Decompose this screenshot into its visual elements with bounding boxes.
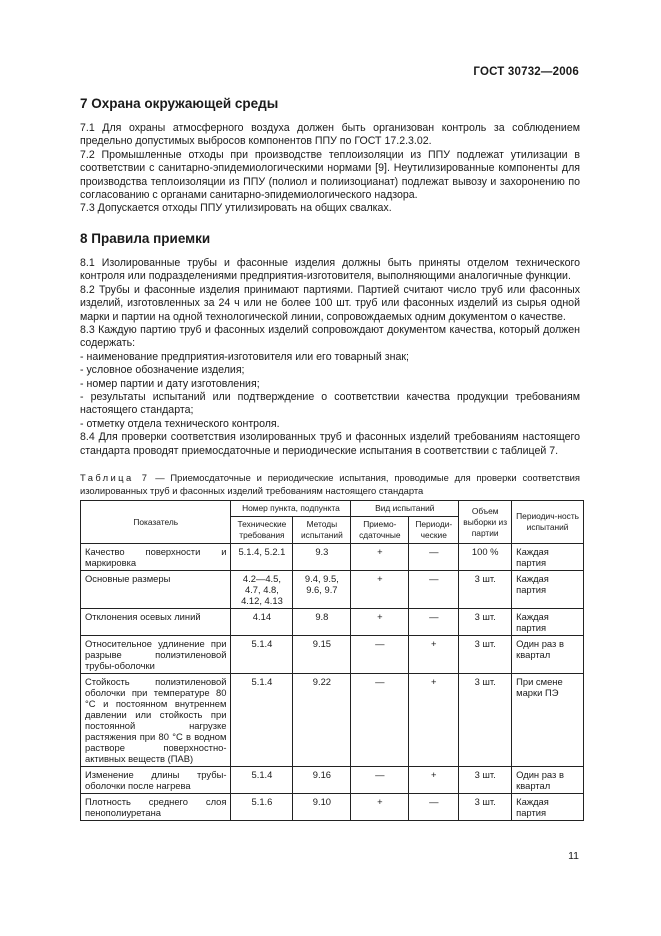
cell-method: 9.22	[293, 674, 351, 767]
cell-indicator: Относительное удлинение при разрыве полиэтиленовой трубы-оболочки	[81, 636, 231, 674]
table-row	[81, 794, 584, 821]
cell-sample: 3 шт.	[459, 767, 512, 794]
cell-acceptance: —	[351, 674, 409, 767]
cell-indicator: Стойкость полиэтиленовой оболочки при температуре 80 °С и постоянном внутреннем давлении или стойкость при постоянной нагрузке растяжения при 80 °С в водном растворе поверхностно-активных веществ (ПАВ)	[81, 674, 231, 767]
cell-tech: 5.1.4	[231, 636, 293, 674]
cell-acceptance: +	[351, 794, 409, 821]
cell-periodic: —	[409, 794, 459, 821]
list-item: - наименование предприятия-изготовителя или его товарный знак;	[80, 350, 409, 363]
header-sample-size: Объем выборки из партии	[459, 501, 512, 544]
cell-frequency: Каждая партия	[512, 544, 584, 571]
cell-tech: 5.1.6	[231, 794, 293, 821]
cell-indicator: Качество поверхности и маркировка	[81, 544, 231, 571]
paragraph-7-3: 7.3 Допускается отходы ППУ утилизировать на общих свалках.	[80, 202, 392, 215]
table-row	[81, 544, 584, 571]
cell-method: 9.15	[293, 636, 351, 674]
table-row	[81, 609, 584, 636]
cell-indicator: Изменение длины трубы-оболочки после нагрева	[81, 767, 231, 794]
cell-tech: 5.1.4	[231, 767, 293, 794]
cell-sample: 100 %	[459, 544, 512, 571]
cell-acceptance: —	[351, 767, 409, 794]
table-row	[81, 674, 584, 767]
table-caption	[80, 472, 580, 498]
paragraph-7-1: 7.1 Для охраны атмосферного воздуха должен быть организован контроль за соблюдением предельно допустимых выбросов компонентов ППУ по ГОСТ 17.2.3.02.	[80, 122, 580, 148]
paragraph-7-2: 7.2 Промышленные отходы при производстве теплоизоляции из ППУ подлежат утилизации в соответствии с санитарно-эпидемиологическими нормами [9]. Неутилизированные компоненты для производства теплоизоляции из ППУ (полиол и полиизоцианат) подлежат вывозу и захоронению по согласованию с органами санитарно-эпидемиологического надзора.	[80, 148, 580, 202]
cell-acceptance: +	[351, 571, 409, 609]
cell-sample: 3 шт.	[459, 794, 512, 821]
cell-frequency: Каждая партия	[512, 609, 584, 636]
cell-acceptance: +	[351, 544, 409, 571]
cell-method: 9.8	[293, 609, 351, 636]
list-item: - результаты испытаний или подтверждение о соответствии качества продукции требованиям настоящего стандарта;	[80, 391, 580, 417]
paragraph-8-4: 8.4 Для проверки соответствия изолированных труб и фасонных изделий требованиям настоящего стандарта проводят приемосдаточные и периодические испытания в соответствии с таблицей 7.	[80, 431, 580, 457]
cell-periodic: +	[409, 636, 459, 674]
cell-periodic: —	[409, 609, 459, 636]
list-item: - отметку отдела технического контроля.	[80, 417, 280, 430]
page-number: 11	[568, 850, 579, 862]
section-7-body	[80, 122, 580, 216]
cell-frequency: Один раз в квартал	[512, 767, 584, 794]
header-frequency: Периодич-ность испытаний	[512, 501, 584, 544]
cell-frequency: Один раз в квартал	[512, 636, 584, 674]
header-clause-group: Номер пункта, подпункта	[231, 501, 351, 517]
paragraph-8-3: 8.3 Каждую партию труб и фасонных изделий сопровождают документом качества, который должен содержать:	[80, 324, 580, 350]
section-8-body	[80, 257, 580, 458]
cell-sample: 3 шт.	[459, 636, 512, 674]
cell-periodic: —	[409, 571, 459, 609]
document-code: ГОСТ 30732—2006	[473, 66, 579, 78]
section-7-title: 7 Охрана окружающей среды	[80, 96, 279, 111]
cell-tech: 4.2—4.5, 4.7, 4.8, 4.12, 4.13	[231, 571, 293, 609]
header-methods: Методы испытаний	[293, 517, 351, 544]
cell-method: 9.16	[293, 767, 351, 794]
table-row	[81, 636, 584, 674]
cell-tech: 5.1.4, 5.2.1	[231, 544, 293, 571]
cell-tech: 4.14	[231, 609, 293, 636]
cell-frequency: Каждая партия	[512, 571, 584, 609]
list-item: - номер партии и дату изготовления;	[80, 377, 260, 390]
table-row	[81, 767, 584, 794]
cell-periodic: +	[409, 767, 459, 794]
header-acceptance: Приемо-сдаточные	[351, 517, 409, 544]
cell-method: 9.4, 9.5, 9.6, 9.7	[293, 571, 351, 609]
cell-frequency: Каждая партия	[512, 794, 584, 821]
cell-method: 9.10	[293, 794, 351, 821]
list-item: - условное обозначение изделия;	[80, 364, 245, 377]
cell-indicator: Плотность среднего слоя пенополиуретана	[81, 794, 231, 821]
header-periodic: Периоди-ческие	[409, 517, 459, 544]
cell-sample: 3 шт.	[459, 571, 512, 609]
cell-indicator: Отклонения осевых линий	[81, 609, 231, 636]
cell-periodic: +	[409, 674, 459, 767]
table-caption-label: Таблица 7	[80, 472, 150, 483]
header-indicator: Показатель	[81, 501, 231, 544]
section-8-title: 8 Правила приемки	[80, 231, 211, 246]
header-tech-req: Технические требования	[231, 517, 293, 544]
cell-periodic: —	[409, 544, 459, 571]
paragraph-8-1: 8.1 Изолированные трубы и фасонные изделия должны быть приняты отделом технического контроля или подразделениями предприятия-изготовителя, выполняющими аналогичные функции.	[80, 257, 580, 283]
cell-acceptance: —	[351, 636, 409, 674]
table-caption-text: — Приемосдаточные и периодические испытания, проводимые для проверки соответствия изолированных труб и фасонных изделий требованиям настоящего стандарта	[80, 472, 580, 496]
cell-frequency: При смене марки ПЭ	[512, 674, 584, 767]
cell-method: 9.3	[293, 544, 351, 571]
cell-acceptance: +	[351, 609, 409, 636]
cell-tech: 5.1.4	[231, 674, 293, 767]
cell-sample: 3 шт.	[459, 609, 512, 636]
cell-sample: 3 шт.	[459, 674, 512, 767]
header-test-type-group: Вид испытаний	[351, 501, 459, 517]
cell-indicator: Основные размеры	[81, 571, 231, 609]
table-row	[81, 571, 584, 609]
acceptance-tests-table	[80, 500, 584, 821]
paragraph-8-2: 8.2 Трубы и фасонные изделия принимают партиями. Партией считают число труб или фасонных изделий, изготовленных за 24 ч или не более 100 шт. труб или фасонных изделий из сырья одной марки и партии на одной технологической линии, сопровождаемых одним документом о качестве.	[80, 283, 580, 323]
